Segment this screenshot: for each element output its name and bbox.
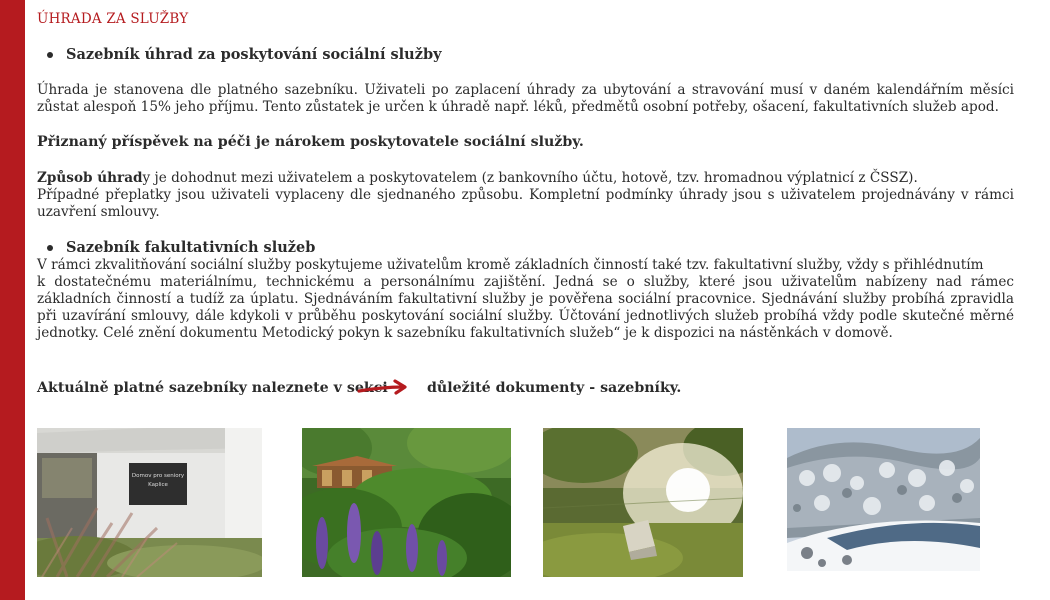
overpayment-paragraph: Případné přeplatky jsou uživateli vyplaceny dle sjednaného způsobu. Kompletní podmínky úhrady jsou s uživatelem projednávány v rámci uzavření smlouvy.: [37, 187, 1014, 220]
sunlit-meadow-photo: [543, 428, 743, 577]
payment-method-bold: Způsob úhrad: [37, 170, 143, 186]
bullet-heading-optional-label: Sazebník fakultativních služeb: [66, 239, 316, 256]
optional-services-line1: V rámci zkvalitňování sociální služby poskytujeme uživatelům kromě základních činností také tzv. fakultativní služby, vždy s přihlédnutím: [37, 257, 984, 273]
payment-method-rest: y je dohodnut mezi uživatelem a poskytovatelem (z bankovního účtu, hotově, tzv. hromadnou výplatnicí z ČSSZ).: [142, 170, 918, 186]
fees-paragraph: Úhrada je stanovena dle platného sazebníku. Uživateli po zaplacení úhrady za ubytování a stravování musí v daném kalendářním měsíci zůstat alespoň 15% jeho příjmu. Tento zůstatek je určen k úhradě např. léků, předmětů osobní potřeby, ošacení, fakultativních služeb apod.: [37, 82, 1014, 115]
bullet-icon: [47, 245, 53, 251]
building-sign-photo: [37, 428, 262, 577]
optional-services-paragraph: k dostatečnému materiálnímu, technickému a personálnímu zajištění. Jedná se o služby, které jsou uživatelům nabízeny nad rámec základních činností a tudíž za úplatu. Sjednáváním fakultativní služby je pověřena sociální pracovnice. Sjednávání služby probíhá zpravidla při uzavírání smlouvy, dále kdykoli v průběhu poskytování sociální služby. Účtování jednotlivých služeb probíhá vždy podle skutečné měrné jednotky. Celé znění dokumentu Metodický pokyn k sazebníku fakultativních služeb“ je k dispozici na nástěnkách v domově.: [37, 274, 1014, 341]
sign-text-line2: Kaplice: [148, 482, 168, 488]
bullet-icon: [47, 52, 53, 58]
section-title: ÚHRADA ZA SLUŽBY: [37, 11, 189, 27]
payment-method-paragraph: [37, 170, 1014, 187]
documents-link[interactable]: důležité dokumenty - sazebníky.: [427, 380, 682, 396]
bullet-heading-fees: [37, 46, 442, 63]
cta-row: [37, 378, 1014, 400]
bullet-heading-fees-label: Sazebník úhrad za poskytování sociální služby: [66, 46, 442, 63]
arrow-right-icon: [357, 378, 409, 405]
sign-text-line1: Domov pro seniory: [131, 473, 185, 479]
bullet-heading-optional: [37, 239, 315, 256]
cta-text: Aktuálně platné sazebníky naleznete v sekci: [37, 380, 388, 396]
left-accent-bar: [0, 0, 25, 600]
snowy-forest-photo: [787, 428, 980, 571]
garden-lupins-photo: [302, 428, 511, 577]
care-allowance-note: Přiznaný příspěvek na péči je nárokem poskytovatele sociální služby.: [37, 134, 584, 150]
